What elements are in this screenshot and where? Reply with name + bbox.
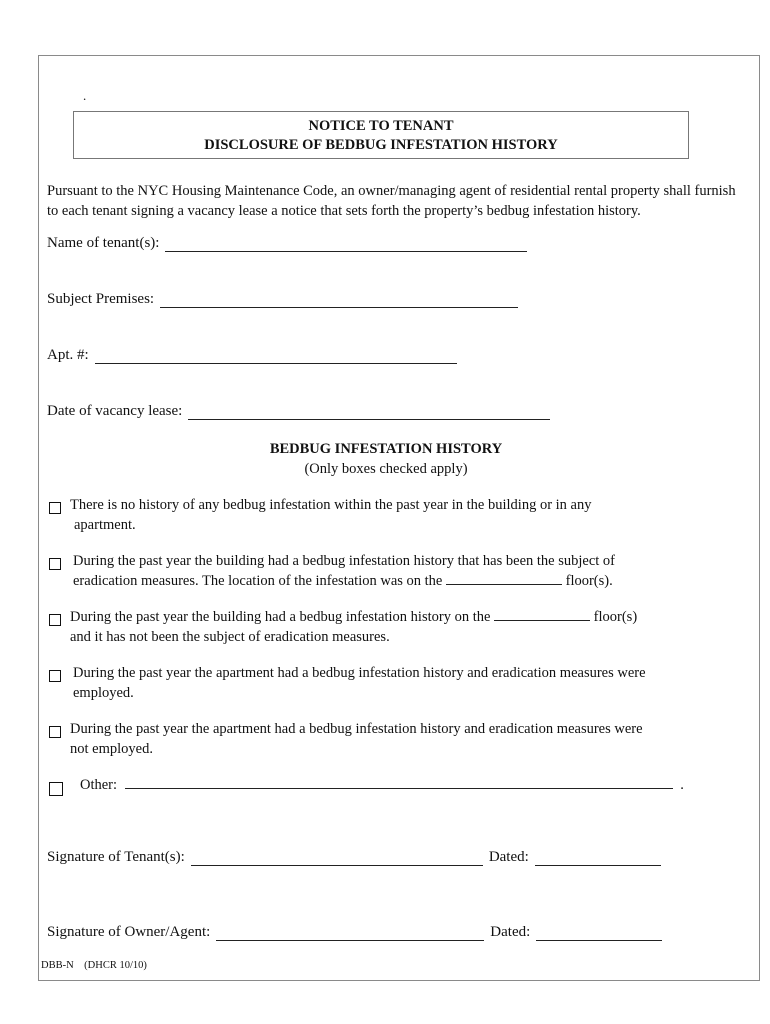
option-5-line-1: During the past year the apartment had a bedbug infestation history and eradication measures were [70, 721, 643, 737]
vacancy-date-label: Date of vacancy lease: [47, 403, 183, 419]
option-2-line-2-text: eradication measures. The location of the infestation was on the [73, 573, 443, 589]
owner-signature-label: Signature of Owner/Agent: [47, 924, 211, 940]
option-5-line-2: not employed. [70, 741, 153, 757]
subject-premises-field[interactable] [160, 293, 518, 308]
history-subtitle: (Only boxes checked apply) [304, 461, 468, 477]
apt-field[interactable] [95, 349, 457, 364]
option-4-line-2: employed. [73, 685, 134, 701]
history-title: BEDBUG INFESTATION HISTORY [269, 441, 503, 457]
option-2-line-2 [73, 571, 673, 591]
option-other-period: . [680, 777, 684, 793]
title-line-1: NOTICE TO TENANT [308, 118, 454, 134]
tenant-dated-field[interactable] [535, 851, 661, 866]
option-4-line-1: During the past year the apartment had a bedbug infestation history and eradication measures were [73, 665, 646, 681]
option-1-line-1: There is no history of any bedbug infestation within the past year in the building or in any [70, 497, 592, 513]
tenant-name-row [47, 235, 527, 252]
tenant-name-field[interactable] [165, 237, 527, 252]
option-1-checkbox[interactable] [49, 502, 61, 514]
intro-paragraph: Pursuant to the NYC Housing Maintenance Code, an owner/managing agent of residential rental property shall furnish to each tenant signing a vacancy lease a notice that sets forth the property’s bedbug infestation history. [47, 183, 736, 219]
option-1-line-2: apartment. [74, 517, 136, 533]
option-3-line-2: and it has not been the subject of eradication measures. [70, 629, 390, 645]
tenant-signature-field[interactable] [191, 851, 483, 866]
option-other-checkbox[interactable] [49, 782, 63, 796]
tenant-signature-label: Signature of Tenant(s): [47, 849, 185, 865]
option-2-floor-field[interactable] [446, 571, 562, 585]
option-4-checkbox[interactable] [49, 670, 61, 682]
owner-signature-field[interactable] [216, 926, 484, 941]
option-2-line-1: During the past year the building had a bedbug infestation history that has been the subject of [73, 553, 616, 569]
form-code: DBB-N (DHCR 10/10) [41, 960, 147, 971]
subject-premises-label: Subject Premises: [47, 291, 155, 307]
option-3-floor-suffix: floor(s) [593, 609, 638, 625]
option-2-text [73, 551, 673, 591]
tenant-name-label: Name of tenant(s): [47, 235, 160, 251]
history-heading [39, 439, 733, 479]
option-3-line-1 [70, 607, 670, 627]
apt-row [47, 347, 457, 364]
tenant-signature-row [47, 849, 661, 866]
vacancy-date-row [47, 403, 550, 420]
tenant-dated-label: Dated: [488, 849, 529, 865]
owner-dated-field[interactable] [536, 926, 662, 941]
option-3-line-1-text: During the past year the building had a bedbug infestation history on the [70, 609, 491, 625]
vacancy-date-field[interactable] [188, 405, 550, 420]
option-1-text [70, 495, 670, 535]
title-box [73, 111, 689, 159]
option-3-floor-field[interactable] [494, 607, 590, 621]
option-other-field[interactable] [125, 775, 673, 789]
option-other-label: Other: [80, 777, 118, 793]
owner-dated-label: Dated: [490, 924, 531, 940]
option-other-row [80, 775, 684, 795]
owner-signature-row [47, 924, 662, 941]
title-line-2: DISCLOSURE OF BEDBUG INFESTATION HISTORY [204, 137, 558, 153]
option-2-checkbox[interactable] [49, 558, 61, 570]
option-5-text [70, 719, 670, 759]
apt-label: Apt. #: [47, 347, 89, 363]
option-3-checkbox[interactable] [49, 614, 61, 626]
option-5-checkbox[interactable] [49, 726, 61, 738]
subject-premises-row [47, 291, 518, 308]
option-2-floor-suffix: floor(s). [565, 573, 613, 589]
option-4-text [73, 663, 673, 703]
stray-mark: . [83, 88, 87, 103]
form-page [38, 55, 760, 981]
option-3-text [70, 607, 670, 647]
